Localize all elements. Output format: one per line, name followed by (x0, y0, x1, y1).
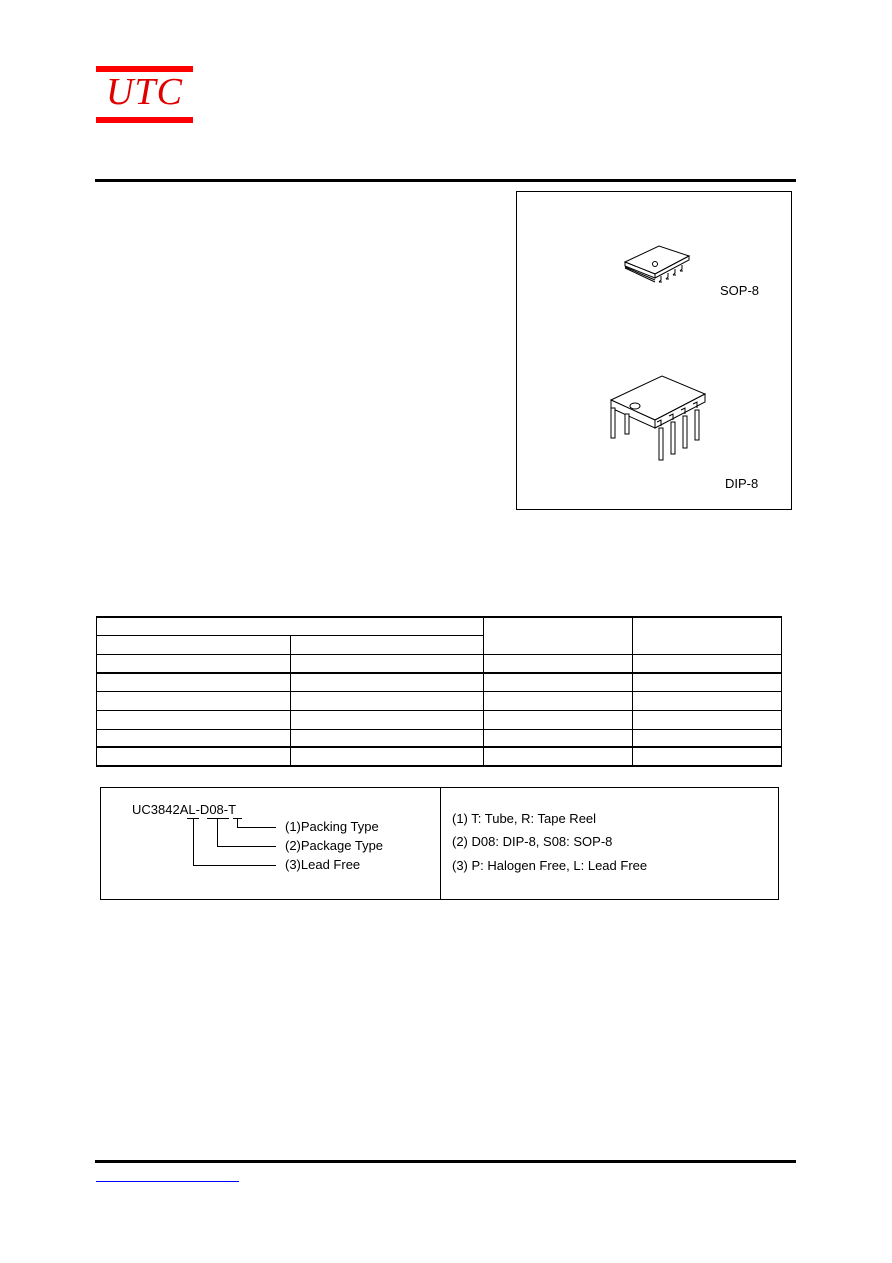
sop8-package-icon (617, 240, 727, 290)
package-illustration-box (516, 191, 792, 510)
note-package: (2) D08: DIP-8, S08: SOP-8 (452, 834, 613, 849)
logo-text: UTC (106, 71, 183, 113)
dip8-package-icon (607, 372, 717, 467)
note-lead: (3) P: Halogen Free, L: Lead Free (452, 858, 648, 873)
legend-package-type: (2)Package Type (285, 838, 384, 853)
header-rule (95, 179, 796, 182)
note-packing: (1) T: Tube, R: Tape Reel (452, 811, 597, 826)
ordering-table (96, 616, 782, 767)
part-number: UC3842AL-D08-T (132, 802, 237, 817)
footer-website-link[interactable] (96, 1167, 239, 1182)
sop8-label: SOP-8 (720, 283, 760, 298)
footer-rule (95, 1160, 796, 1163)
legend-lead-free: (3)Lead Free (285, 857, 361, 872)
dip8-label: DIP-8 (725, 476, 759, 491)
utc-logo (96, 66, 193, 123)
legend-packing-type: (1)Packing Type (285, 819, 379, 834)
marking-info-box (100, 787, 779, 900)
